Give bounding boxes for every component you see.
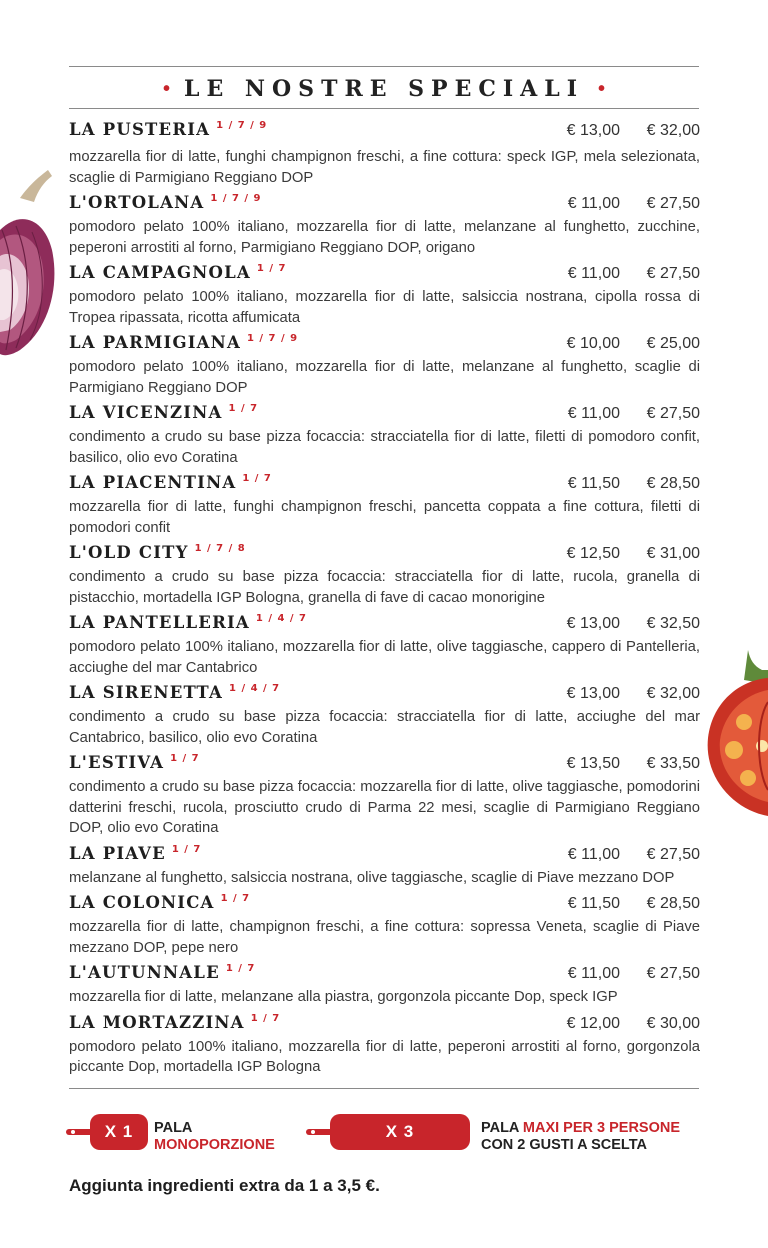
- item-name: LA COLONICA $^{1 / 7}$: [69, 893, 251, 912]
- item-description: mozzarella fior di latte, melanzane alla piastra, gorgonzola piccante Dop, speck IGP: [69, 989, 618, 1005]
- price-maxi: € 31,00: [646, 545, 700, 562]
- item-prices: [558, 405, 700, 423]
- price-maxi: € 28,50: [646, 475, 700, 492]
- item-prices: [558, 545, 700, 563]
- pala-single-badge: X 1: [90, 1114, 148, 1150]
- price-maxi: € 32,00: [646, 122, 700, 139]
- section-title: LE NOSTRE SPECIALI: [184, 76, 584, 102]
- price-maxi: € 30,00: [646, 1014, 700, 1032]
- item-name: L'AUTUNNALE $^{1 / 7}$: [69, 963, 256, 982]
- item-name: LA PIACENTINA $^{1 / 7}$: [69, 473, 272, 492]
- item-allergens: 1 / 7: [250, 1012, 281, 1024]
- item-allergens: 1 / 4 / 7: [255, 613, 308, 624]
- item-prices: [558, 846, 700, 864]
- menu-item: [69, 333, 700, 398]
- menu-item: [69, 844, 700, 889]
- price-maxi: € 27,50: [646, 195, 700, 212]
- price-single: € 11,00: [567, 965, 620, 982]
- item-allergens: 1 / 7 / 9: [216, 120, 268, 131]
- price-maxi: € 27,50: [646, 265, 700, 282]
- menu-item: [69, 543, 700, 608]
- price-maxi: € 32,50: [646, 615, 700, 632]
- price-single: € 13,50: [566, 755, 620, 772]
- item-name: LA PANTELLERIA $^{1 / 4 / 7}$: [69, 613, 308, 632]
- item-allergens: 1 / 7: [225, 963, 256, 974]
- header-rule: [69, 108, 699, 109]
- footer-rule: [69, 1088, 699, 1089]
- item-name: LA CAMPAGNOLA $^{1 / 7}$: [69, 263, 287, 282]
- item-description: pomodoro pelato 100% italiano, mozzarella fior di latte, salsiccia nostrana, cipolla rossa di Tropea ripassata, ricotta affumicata: [69, 289, 700, 326]
- price-single: € 12,00: [566, 1014, 620, 1032]
- price-maxi: € 27,50: [646, 965, 700, 982]
- item-description: condimento a crudo su base pizza focaccia: stracciatella fior di latte, filetti di pomodoro confit, basilico, olio evo Coratina: [69, 429, 700, 466]
- item-description: condimento a crudo su base pizza focaccia: stracciatella fior di latte, acciughe del mar Cantabrico, basilico, olio evo Coratina: [69, 709, 700, 746]
- item-prices: [558, 265, 700, 283]
- item-name: LA MORTAZZINA $^{1 / 7}$: [69, 1012, 281, 1032]
- item-prices: [558, 615, 700, 633]
- item-description: pomodoro pelato 100% italiano, mozzarella fior di latte, melanzane al funghetto, scaglie di Parmigiano Reggiano DOP: [69, 359, 700, 396]
- menu-item: [69, 403, 700, 468]
- item-description: pomodoro pelato 100% italiano, mozzarella fior di latte, olive taggiasche, cappero di Pantelleria, acciughe del mar Cantabrico: [69, 639, 700, 676]
- item-description: mozzarella fior di latte, funghi champignon freschi, pancetta coppata a fine cottura, filetti di pomodori confit: [69, 499, 700, 536]
- item-allergens: 1 / 7: [228, 403, 259, 414]
- price-maxi: € 32,00: [646, 685, 700, 702]
- extra-ingredients-note: Aggiunta ingredienti extra da 1 a 3,5 €.: [69, 1176, 380, 1195]
- item-name: L'ORTOLANA $^{1 / 7 / 9}$: [69, 193, 262, 212]
- item-allergens: 1 / 7 / 8: [194, 543, 246, 554]
- menu-item: [69, 120, 700, 188]
- price-single: € 11,00: [567, 195, 620, 212]
- menu-item: [69, 263, 700, 328]
- price-maxi: € 28,50: [646, 895, 700, 912]
- item-prices: [558, 685, 700, 703]
- menu-item: [69, 193, 700, 258]
- item-name: LA VICENZINA $^{1 / 7}$: [69, 403, 259, 422]
- price-single: € 13,00: [566, 122, 620, 139]
- item-prices: [558, 475, 700, 493]
- item-allergens: 1 / 7 / 9: [210, 193, 262, 204]
- bullet-left: •: [163, 77, 171, 100]
- item-description: mozzarella fior di latte, champignon freschi, a fine cottura: sopressa Veneta, scaglie di Piave mezzano DOP, pepe nero: [69, 919, 700, 956]
- item-allergens: 1 / 7 / 9: [246, 333, 299, 344]
- price-single: € 11,00: [567, 265, 620, 282]
- item-name: LA PUSTERIA $^{1 / 7 / 9}$: [69, 120, 268, 139]
- price-single: € 13,00: [566, 685, 620, 702]
- tomato-illustration: [704, 650, 768, 825]
- menu-list: [69, 120, 700, 1083]
- menu-item: [69, 963, 700, 1008]
- pala-maxi-badge: X 3: [330, 1114, 470, 1150]
- price-maxi: € 27,50: [646, 405, 700, 422]
- item-description: pomodoro pelato 100% italiano, mozzarella fior di latte, peperoni arrostiti al forno, gorgonzola piccante Dop, mortadella IGP Bologna: [69, 1038, 700, 1075]
- price-maxi: € 27,50: [646, 845, 700, 863]
- item-name: L'OLD CITY $^{1 / 7 / 8}$: [69, 543, 246, 562]
- top-rule: [69, 66, 699, 67]
- item-description: melanzane al funghetto, salsiccia nostrana, olive taggiasche, scaglie di Piave mezzano DOP: [69, 869, 675, 886]
- item-allergens: 1 / 7: [171, 843, 202, 855]
- pala-maxi-icon: [306, 1114, 470, 1150]
- section-header: [69, 70, 699, 108]
- item-name: L'ESTIVA $^{1 / 7}$: [69, 753, 200, 772]
- price-single: € 11,00: [567, 405, 620, 422]
- item-prices: [558, 195, 700, 213]
- onion-illustration: [0, 170, 62, 360]
- item-prices: [558, 895, 700, 913]
- price-single: € 10,00: [566, 335, 620, 352]
- item-description: condimento a crudo su base pizza focaccia: mozzarella fior di latte, olive taggiasche, pomodorini datterini freschi, rucola, prosciutto crudo di Parma 22 mesi, scaglie di Parmigiano Reggiano DOP, olio evo Coratina: [69, 779, 700, 836]
- item-allergens: 1 / 4 / 7: [229, 683, 281, 694]
- pala-single-label: PALA MONOPORZIONE: [154, 1120, 275, 1153]
- pala-maxi-label: PALA MAXI PER 3 PERSONE CON 2 GUSTI A SCELTA: [481, 1120, 681, 1153]
- pala-legend: [0, 1110, 768, 1160]
- menu-item: [69, 683, 700, 748]
- price-single: € 13,00: [566, 615, 620, 632]
- item-prices: [558, 755, 700, 773]
- item-allergens: 1 / 7: [170, 753, 200, 764]
- menu-item: [69, 473, 700, 538]
- item-allergens: 1 / 7: [220, 893, 251, 904]
- item-name: LA PARMIGIANA $^{1 / 7 / 9}$: [69, 333, 299, 352]
- menu-item: [69, 613, 700, 678]
- item-prices: [558, 122, 700, 140]
- pala-single-icon: [66, 1114, 148, 1150]
- price-single: € 12,50: [566, 545, 620, 562]
- item-description: pomodoro pelato 100% italiano, mozzarella fior di latte, melanzane al funghetto, zucchine, peperoni arrostiti al forno, Parmigiano Reggiano DOP, origano: [69, 219, 700, 256]
- price-single: € 11,50: [567, 895, 620, 912]
- item-allergens: 1 / 7: [242, 473, 272, 484]
- item-prices: [558, 335, 700, 353]
- menu-item: [69, 753, 700, 839]
- item-name: LA PIAVE $^{1 / 7}$: [69, 843, 202, 863]
- item-description: mozzarella fior di latte, funghi champignon freschi, a fine cottura: speck IGP, mela selezionata, scaglie di Parmigiano Reggiano DOP: [69, 149, 700, 186]
- item-description: condimento a crudo su base pizza focaccia: stracciatella fior di latte, rucola, granella di pistacchio, mortadella IGP Bologna, granella di fave di cacao monorigine: [69, 569, 700, 606]
- bullet-right: •: [597, 77, 605, 100]
- price-single: € 11,00: [567, 845, 620, 863]
- price-maxi: € 33,50: [646, 755, 700, 772]
- price-maxi: € 25,00: [646, 335, 700, 352]
- price-single: € 11,50: [567, 475, 620, 492]
- item-allergens: 1 / 7: [256, 263, 287, 274]
- item-prices: [558, 965, 700, 983]
- item-prices: [558, 1015, 700, 1033]
- menu-item: [69, 1013, 700, 1078]
- item-name: LA SIRENETTA $^{1 / 4 / 7}$: [69, 683, 281, 702]
- menu-item: [69, 893, 700, 958]
